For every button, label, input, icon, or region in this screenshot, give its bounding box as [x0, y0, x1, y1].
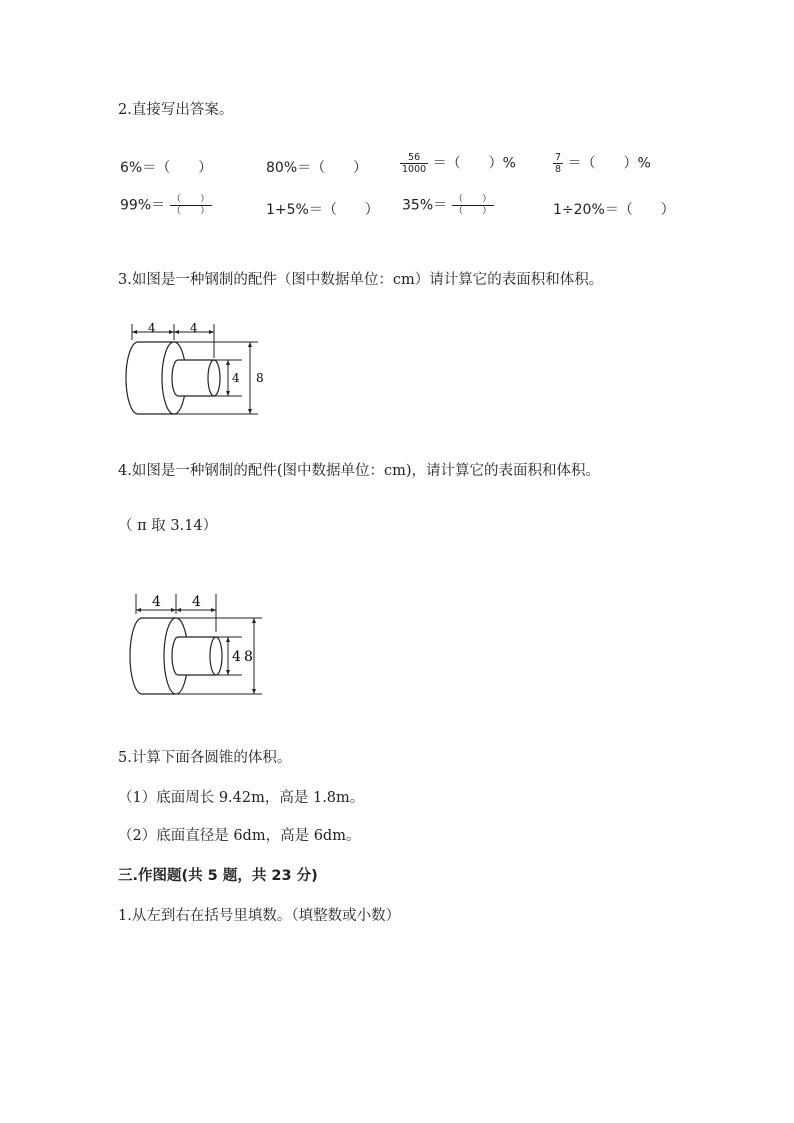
q3-dim-big: 8: [256, 371, 264, 385]
q2-r2-item3: [402, 194, 494, 217]
fraction-denominator: 1000: [402, 164, 427, 175]
q4-dim-w1: 4: [152, 594, 161, 610]
q3-dim-w1: 4: [148, 321, 156, 335]
q4-dim-big: 8: [244, 649, 253, 665]
q4-dim-w2: 4: [192, 594, 201, 610]
section3-q1: 1.从左到右在括号里填数。（填整数或小数）: [118, 908, 401, 924]
q4-text: 4.如图是一种钢制的配件(图中数据单位：cm)，请计算它的表面积和体积。: [118, 463, 601, 479]
q3-dim-w2: 4: [190, 321, 198, 335]
q2-r1-item1: 6%＝（ ）: [120, 160, 213, 176]
fraction-denominator: （ ）: [453, 206, 492, 217]
fraction-denominator: （ ）: [171, 206, 210, 217]
q2-r1-item2: 80%＝（ ）: [266, 160, 368, 176]
q2-r1-item4: [553, 152, 651, 175]
q2-r2-item4: 1÷20%＝（ ）: [553, 202, 675, 218]
q5-item2: （2）底面直径是 6dm，高是 6dm。: [118, 828, 361, 844]
q5-text: 5.计算下面各圆锥的体积。: [118, 750, 292, 766]
fraction: [553, 152, 563, 175]
q3-text: 3.如图是一种钢制的配件（图中数据单位：cm）请计算它的表面积和体积。: [118, 272, 604, 288]
fraction: [170, 194, 212, 217]
fraction-numerator: （ ）: [453, 194, 492, 205]
q5-item1: （1）底面周长 9.42m，高是 1.8m。: [118, 790, 365, 806]
fraction-numerator: 7: [555, 152, 562, 163]
fraction-denominator: 8: [555, 164, 562, 175]
section-heading: 三.作图题(共 5 题，共 23 分): [118, 868, 318, 884]
fraction-numerator: 56: [408, 152, 421, 163]
expression-rest: ＝（ ）%: [567, 155, 651, 172]
q2-title: 2.直接写出答案。: [118, 102, 234, 118]
q2-r2-item1: [120, 194, 212, 217]
expression-lead: 35%＝: [402, 197, 448, 214]
q4-dim-small: 4: [232, 649, 241, 665]
fraction: [452, 194, 494, 217]
expression-rest: ＝（ ）%: [432, 155, 516, 172]
q4-figure: [122, 592, 272, 696]
q4-note: （ π 取 3.14）: [118, 518, 218, 534]
q2-r2-item2: 1+5%＝（ ）: [266, 202, 379, 218]
expression-lead: 99%＝: [120, 197, 166, 214]
fraction: [400, 152, 428, 175]
q2-r1-item3: [400, 152, 516, 175]
q3-figure: [118, 318, 278, 418]
fraction-numerator: （ ）: [171, 194, 210, 205]
q3-dim-small: 4: [232, 371, 240, 385]
